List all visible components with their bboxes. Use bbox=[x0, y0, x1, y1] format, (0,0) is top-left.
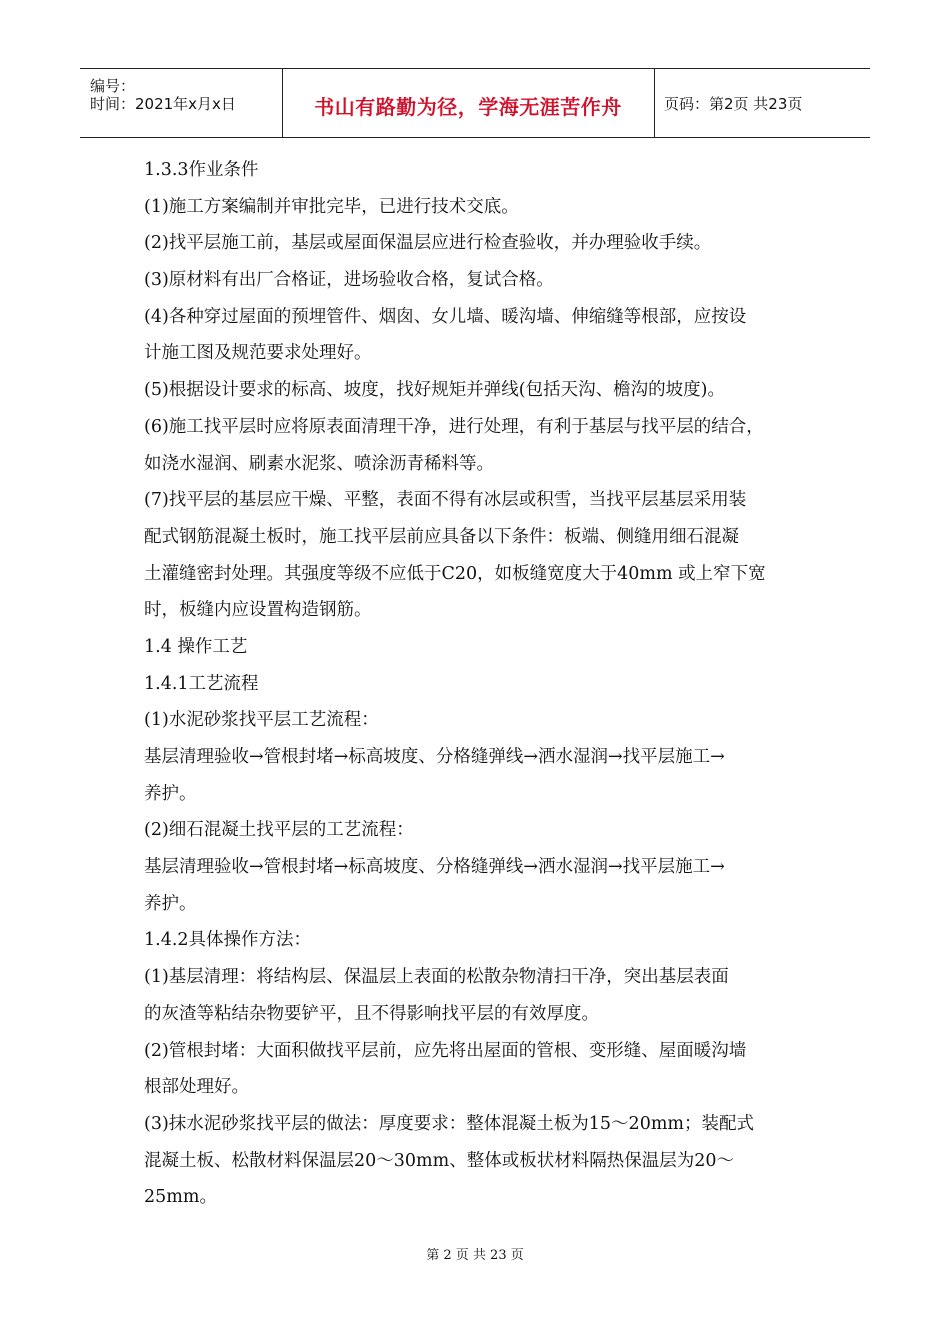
body-line: 基层清理验收→管根封堵→标高坡度、分格缝弹线→洒水湿润→找平层施工→ bbox=[144, 747, 725, 767]
document-body bbox=[144, 152, 824, 1216]
body-line: 基层清理验收→管根封堵→标高坡度、分格缝弹线→洒水湿润→找平层施工→ bbox=[144, 857, 725, 878]
header-page-info: 页码：第2页 共23页 bbox=[664, 95, 803, 113]
page-header bbox=[80, 68, 870, 138]
body-line: (1)基层清理：将结构层、保温层上表面的松散杂物清扫干净，突出基层表面 bbox=[144, 967, 729, 988]
body-line: (3)抹水泥砂浆找平层的做法：厚度要求：整体混凝土板为15～20mm；装配式 bbox=[144, 1113, 755, 1134]
page-footer: 第 2 页 共 23 页 bbox=[426, 1248, 524, 1263]
body-line: 养护。 bbox=[144, 893, 197, 914]
body-line: 25mm。 bbox=[144, 1187, 217, 1208]
body-line: (2)细石混凝土找平层的工艺流程： bbox=[144, 820, 414, 841]
body-line: (6)施工找平层时应将原表面清理干净，进行处理，有利于基层与找平层的结合， bbox=[144, 416, 764, 437]
document-number-label: 编号： bbox=[90, 77, 136, 95]
body-line: (1)施工方案编制并审批完毕，已进行技术交底。 bbox=[144, 196, 519, 217]
body-line: (4)各种穿过屋面的预埋管件、烟囱、女儿墙、暖沟墙、伸缩缝等根部，应按设 bbox=[144, 306, 747, 327]
body-line: (3)原材料有出厂合格证，进场验收合格，复试合格。 bbox=[144, 270, 554, 291]
header-motto-cell bbox=[282, 69, 655, 137]
body-line: 计施工图及规范要求处理好。 bbox=[144, 343, 372, 364]
body-line: 1.3.3作业条件 bbox=[144, 160, 259, 180]
body-line: (2)找平层施工前，基层或屋面保温层应进行检查验收，并办理验收手续。 bbox=[144, 233, 712, 254]
body-line: 1.4.1工艺流程 bbox=[144, 673, 259, 694]
body-line: 混凝土板、松散材料保温层20～30mm、整体或板状材料隔热保温层为20～ bbox=[144, 1150, 734, 1171]
body-line: 根部处理好。 bbox=[144, 1077, 249, 1098]
body-line: 如浇水湿润、刷素水泥浆、喷涂沥青稀料等。 bbox=[144, 453, 494, 474]
document-date: 时间：2021年x月x日 bbox=[90, 95, 236, 113]
body-line: (1)水泥砂浆找平层工艺流程： bbox=[144, 710, 379, 731]
body-line: 1.4 操作工艺 bbox=[144, 636, 248, 657]
body-line: 1.4.2具体操作方法： bbox=[144, 930, 312, 951]
body-line: (2)管根封堵：大面积做找平层前，应先将出屋面的管根、变形缝、屋面暖沟墙 bbox=[144, 1040, 747, 1061]
body-line: 养护。 bbox=[144, 783, 197, 804]
body-line: 土灌缝密封处理。其强度等级不应低于C20，如板缝宽度大于40mm 或上窄下宽 bbox=[144, 563, 766, 584]
motto: 书山有路勤为径，学海无涯苦作舟 bbox=[314, 95, 622, 119]
header-page-cell bbox=[654, 69, 870, 137]
body-line: 的灰渣等粘结杂物要铲平，且不得影响找平层的有效厚度。 bbox=[144, 1003, 599, 1024]
header-meta bbox=[80, 69, 283, 137]
body-line: 配式钢筋混凝土板时，施工找平层前应具备以下条件：板端、侧缝用细石混凝 bbox=[144, 526, 739, 547]
body-line: (7)找平层的基层应干燥、平整，表面不得有冰层或积雪，当找平层基层采用装 bbox=[144, 490, 747, 511]
body-line: 时，板缝内应设置构造钢筋。 bbox=[144, 600, 372, 621]
body-line: (5)根据设计要求的标高、坡度，找好规矩并弹线(包括天沟、檐沟的坡度)。 bbox=[144, 380, 725, 401]
